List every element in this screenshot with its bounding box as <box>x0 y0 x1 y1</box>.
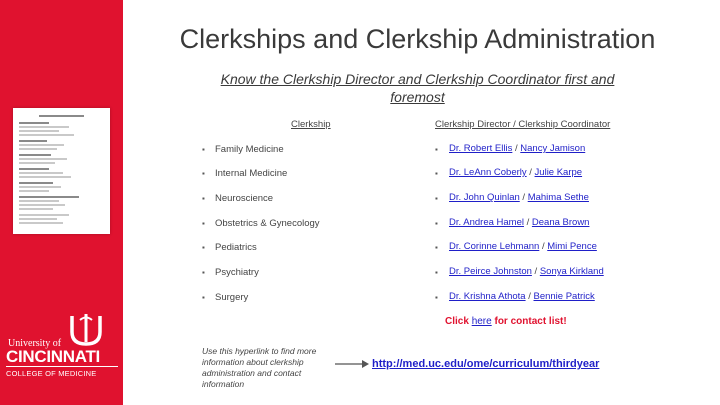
page-title: Clerkships and Clerkship Administration <box>179 24 656 54</box>
coordinator-link[interactable]: Deana Brown <box>531 217 590 228</box>
column-header-clerkship: Clerkship <box>291 119 331 130</box>
hyperlink-note: Use this hyperlink to find more information about clerkship administration and contact information <box>202 346 317 389</box>
director-link[interactable]: Dr. LeAnn Coberly <box>449 167 527 178</box>
bullet-icon: ▪ <box>202 145 205 154</box>
clerkship-name: Family Medicine <box>215 144 284 155</box>
bullet-icon: ▪ <box>435 268 438 277</box>
clerkship-name: Obstetrics & Gynecology <box>215 218 320 229</box>
list-item <box>0 192 720 210</box>
clerkship-contacts: Dr. LeAnn Coberly / Julie Karpe <box>449 167 583 178</box>
contact-suffix: for contact list! <box>494 316 567 327</box>
clerkship-contacts: Dr. Peirce Johnston / Sonya Kirkland <box>449 266 604 277</box>
uc-monogram-icon <box>66 312 106 348</box>
director-link[interactable]: Dr. Robert Ellis <box>449 143 513 154</box>
list-item <box>0 217 720 235</box>
clerkship-name: Pediatrics <box>215 242 257 253</box>
column-header-director-coordinator: Clerkship Director / Clerkship Coordinator <box>435 119 611 130</box>
coordinator-link[interactable]: Bennie Patrick <box>533 291 595 302</box>
bullet-icon: ▪ <box>202 268 205 277</box>
arrow-right-icon <box>334 358 370 370</box>
contact-list-callout <box>445 316 567 327</box>
director-link[interactable]: Dr. Krishna Athota <box>449 291 526 302</box>
contact-prefix: Click <box>445 316 469 327</box>
bullet-icon: ▪ <box>435 194 438 203</box>
director-link[interactable]: Dr. John Quinlan <box>449 192 520 203</box>
page-subtitle: Know the Clerkship Director and Clerkship Coordinator first and foremost <box>220 71 615 105</box>
list-item <box>0 291 720 309</box>
logo-line-3: COLLEGE OF MEDICINE <box>6 369 97 378</box>
coordinator-link[interactable]: Nancy Jamison <box>520 143 586 154</box>
bullet-icon: ▪ <box>435 145 438 154</box>
bullet-icon: ▪ <box>435 293 438 302</box>
bullet-icon: ▪ <box>435 169 438 178</box>
director-link[interactable]: Dr. Corinne Lehmann <box>449 241 540 252</box>
bullet-icon: ▪ <box>435 219 438 228</box>
bullet-icon: ▪ <box>202 169 205 178</box>
clerkship-contacts: Dr. Krishna Athota / Bennie Patrick <box>449 291 595 302</box>
bullet-icon: ▪ <box>202 293 205 302</box>
clerkship-name: Internal Medicine <box>215 168 288 179</box>
coordinator-link[interactable]: Sonya Kirkland <box>539 266 604 277</box>
clerkship-name: Neuroscience <box>215 193 274 204</box>
logo-line-2: CINCINNATI <box>6 347 100 366</box>
clerkship-name: Psychiatry <box>215 267 259 278</box>
bullet-icon: ▪ <box>202 243 205 252</box>
list-item <box>0 143 720 161</box>
coordinator-link[interactable]: Julie Karpe <box>534 167 583 178</box>
contact-list-link[interactable]: here <box>471 316 492 327</box>
list-item <box>0 167 720 185</box>
logo-divider <box>6 366 118 367</box>
logo-line-1: University of <box>8 338 62 349</box>
clerkship-contacts: Dr. Corinne Lehmann / Mimi Pence <box>449 241 597 252</box>
curriculum-url-link[interactable]: http://med.uc.edu/ome/curriculum/thirdyear <box>372 358 600 370</box>
clerkship-contacts: Dr. John Quinlan / Mahima Sethe <box>449 192 589 203</box>
clerkship-contacts: Dr. Robert Ellis / Nancy Jamison <box>449 143 586 154</box>
university-logo <box>6 312 120 382</box>
coordinator-link[interactable]: Mimi Pence <box>547 241 597 252</box>
director-link[interactable]: Dr. Peirce Johnston <box>449 266 532 277</box>
director-link[interactable]: Dr. Andrea Hamel <box>449 217 524 228</box>
bullet-icon: ▪ <box>435 243 438 252</box>
clerkship-contacts: Dr. Andrea Hamel / Deana Brown <box>449 217 590 228</box>
coordinator-link[interactable]: Mahima Sethe <box>527 192 589 203</box>
list-item <box>0 241 720 259</box>
bullet-icon: ▪ <box>202 194 205 203</box>
bullet-icon: ▪ <box>202 219 205 228</box>
clerkship-name: Surgery <box>215 292 249 303</box>
list-item <box>0 266 720 284</box>
